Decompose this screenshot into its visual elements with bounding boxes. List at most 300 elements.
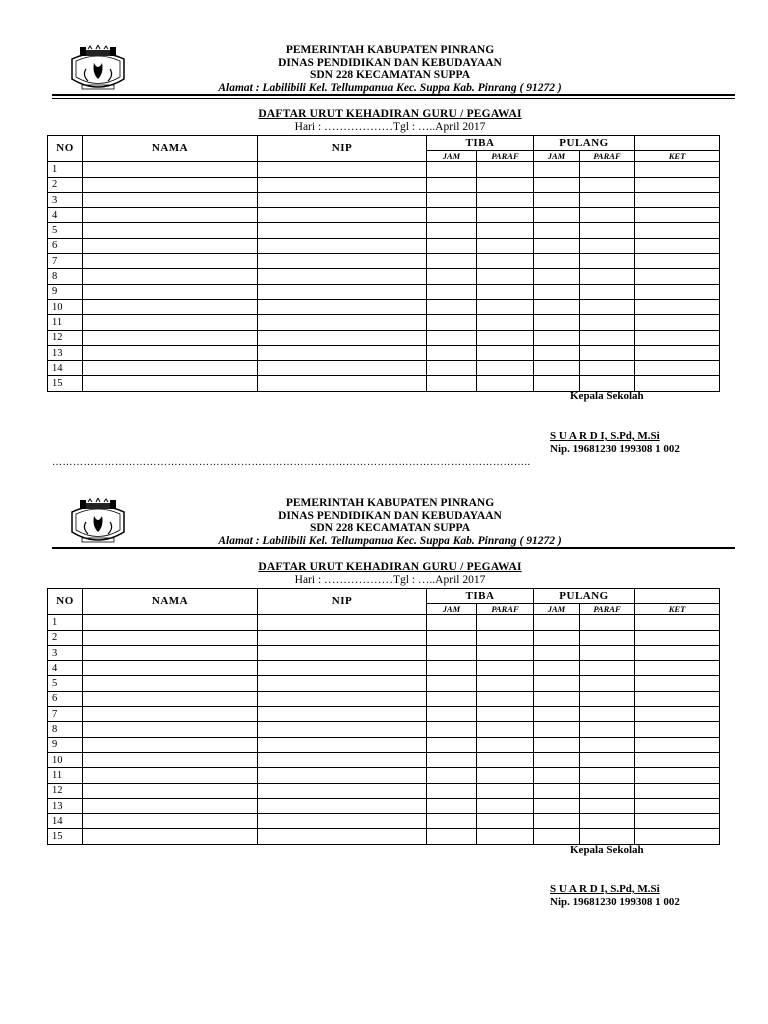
ket-cell (635, 676, 720, 691)
tiba-paraf-cell (477, 630, 534, 645)
pulang-paraf-cell (580, 284, 635, 299)
table-row (48, 330, 720, 345)
table-row (48, 238, 720, 253)
signature-name: S U A R D I, S.Pd, M.Si (550, 430, 660, 442)
table-row (48, 177, 720, 192)
letterhead-school: SDN 228 KECAMATAN SUPPA (309, 522, 471, 534)
ket-cell (635, 829, 720, 844)
table-row (48, 645, 720, 660)
date-line: Hari : ………………Tgl : …..April 2017 (294, 121, 486, 133)
pulang-paraf-cell (580, 752, 635, 767)
pulang-jam-cell (534, 208, 580, 223)
tiba-jam-cell (427, 768, 477, 783)
tiba-paraf-cell (477, 284, 534, 299)
table-row (48, 254, 720, 269)
signature-nip: Nip. 19681230 199308 1 002 (550, 896, 680, 908)
row-number: 13 (48, 345, 83, 360)
row-number: 5 (48, 676, 83, 691)
table-row (48, 752, 720, 767)
table-row (48, 630, 720, 645)
tiba-paraf-cell (477, 361, 534, 376)
letterhead-rule (52, 547, 735, 549)
ket-cell (635, 192, 720, 207)
pulang-paraf-cell (580, 330, 635, 345)
attendance-rows (48, 615, 720, 844)
ket-cell (635, 783, 720, 798)
ket-cell (635, 691, 720, 706)
cut-separator: ……………………………………………………………………………………………………………………….. (52, 457, 531, 468)
tiba-jam-cell (427, 315, 477, 330)
ket-cell (635, 345, 720, 360)
letterhead-rule (52, 94, 735, 96)
pulang-jam-cell (534, 676, 580, 691)
ket-cell (635, 330, 720, 345)
tiba-paraf-cell (477, 661, 534, 676)
pulang-jam-cell (534, 737, 580, 752)
ket-cell (635, 707, 720, 722)
row-number: 4 (48, 661, 83, 676)
nip-cell (258, 269, 427, 284)
nama-cell (83, 707, 258, 722)
nip-cell (258, 722, 427, 737)
ket-cell (635, 798, 720, 813)
form-title: DAFTAR URUT KEHADIRAN GURU / PEGAWAI (258, 108, 522, 120)
table-row (48, 661, 720, 676)
nama-cell (83, 192, 258, 207)
tiba-paraf-cell (477, 177, 534, 192)
pulang-paraf-cell (580, 829, 635, 844)
col-ket-header-top (635, 136, 720, 151)
tiba-jam-cell (427, 345, 477, 360)
nama-cell (83, 177, 258, 192)
pulang-jam-cell (534, 707, 580, 722)
col-ket-header: KET (635, 604, 720, 615)
nama-cell (83, 284, 258, 299)
table-row (48, 162, 720, 177)
nama-cell (83, 269, 258, 284)
pulang-jam-header: JAM (534, 151, 580, 162)
pulang-jam-cell (534, 177, 580, 192)
tiba-jam-cell (427, 752, 477, 767)
nama-cell (83, 768, 258, 783)
tiba-paraf-cell (477, 269, 534, 284)
pulang-paraf-cell (580, 376, 635, 391)
row-number: 2 (48, 177, 83, 192)
tiba-paraf-cell (477, 345, 534, 360)
nip-cell (258, 630, 427, 645)
letterhead-government: PEMERINTAH KABUPATEN PINRANG (285, 44, 495, 56)
pulang-paraf-header: PARAF (580, 604, 635, 615)
ket-cell (635, 269, 720, 284)
pulang-paraf-cell (580, 661, 635, 676)
row-number: 14 (48, 361, 83, 376)
tiba-jam-cell (427, 615, 477, 630)
nip-cell (258, 223, 427, 238)
tiba-jam-cell (427, 645, 477, 660)
pulang-paraf-cell (580, 254, 635, 269)
table-row (48, 315, 720, 330)
pulang-paraf-cell (580, 676, 635, 691)
table-row (48, 615, 720, 630)
pulang-jam-cell (534, 238, 580, 253)
pulang-paraf-cell (580, 269, 635, 284)
nama-cell (83, 254, 258, 269)
ket-cell (635, 254, 720, 269)
pulang-jam-cell (534, 630, 580, 645)
nama-cell (83, 661, 258, 676)
tiba-paraf-cell (477, 192, 534, 207)
table-row (48, 798, 720, 813)
pulang-jam-cell (534, 661, 580, 676)
row-number: 1 (48, 615, 83, 630)
letterhead-school: SDN 228 KECAMATAN SUPPA (309, 69, 471, 81)
table-row (48, 707, 720, 722)
pulang-paraf-cell (580, 192, 635, 207)
nip-cell (258, 177, 427, 192)
letterhead-department: DINAS PENDIDIKAN DAN KEBUDAYAAN (278, 509, 502, 522)
tiba-paraf-cell (477, 330, 534, 345)
tiba-paraf-header: PARAF (477, 151, 534, 162)
tiba-paraf-cell (477, 376, 534, 391)
nama-cell (83, 208, 258, 223)
tiba-paraf-cell (477, 315, 534, 330)
letterhead-government: PEMERINTAH KABUPATEN PINRANG (285, 497, 495, 509)
nama-cell (83, 238, 258, 253)
tiba-paraf-cell (477, 783, 534, 798)
pulang-jam-cell (534, 345, 580, 360)
tiba-jam-cell (427, 238, 477, 253)
table-row (48, 768, 720, 783)
row-number: 8 (48, 269, 83, 284)
row-number: 11 (48, 315, 83, 330)
pulang-paraf-cell (580, 361, 635, 376)
row-number: 10 (48, 299, 83, 314)
table-row (48, 676, 720, 691)
signature-name: S U A R D I, S.Pd, M.Si (550, 883, 660, 895)
row-number: 3 (48, 645, 83, 660)
tiba-jam-cell (427, 269, 477, 284)
pulang-jam-cell (534, 269, 580, 284)
nama-cell (83, 676, 258, 691)
row-number: 15 (48, 376, 83, 391)
nip-cell (258, 676, 427, 691)
nip-cell (258, 315, 427, 330)
ket-cell (635, 630, 720, 645)
pulang-jam-cell (534, 315, 580, 330)
pulang-paraf-cell (580, 177, 635, 192)
ket-cell (635, 299, 720, 314)
col-ket-header-top (635, 589, 720, 604)
tiba-jam-cell (427, 630, 477, 645)
row-number: 13 (48, 798, 83, 813)
row-number: 14 (48, 814, 83, 829)
nama-cell (83, 737, 258, 752)
nama-cell (83, 645, 258, 660)
ket-cell (635, 284, 720, 299)
pulang-paraf-cell (580, 645, 635, 660)
pulang-jam-cell (534, 615, 580, 630)
attendance-rows (48, 162, 720, 391)
pulang-paraf-cell (580, 798, 635, 813)
ket-cell (635, 661, 720, 676)
row-number: 3 (48, 192, 83, 207)
row-number: 6 (48, 691, 83, 706)
ket-cell (635, 722, 720, 737)
tiba-paraf-cell (477, 162, 534, 177)
pulang-jam-cell (534, 814, 580, 829)
nama-cell (83, 630, 258, 645)
pulang-paraf-cell (580, 615, 635, 630)
row-number: 6 (48, 238, 83, 253)
tiba-jam-cell (427, 254, 477, 269)
nama-cell (83, 829, 258, 844)
nip-cell (258, 752, 427, 767)
tiba-jam-header: JAM (427, 604, 477, 615)
tiba-paraf-cell (477, 814, 534, 829)
nip-cell (258, 814, 427, 829)
nama-cell (83, 223, 258, 238)
ket-cell (635, 814, 720, 829)
tiba-jam-cell (427, 162, 477, 177)
tiba-paraf-cell (477, 768, 534, 783)
letterhead-address: Alamat : Labilibili Kel. Tellumpanua Kec. Suppa Kab. Pinrang ( 91272 ) (218, 81, 562, 94)
tiba-jam-cell (427, 737, 477, 752)
tiba-jam-cell (427, 192, 477, 207)
nip-cell (258, 376, 427, 391)
tiba-jam-cell (427, 722, 477, 737)
regency-crest-logo (68, 45, 128, 95)
tiba-paraf-cell (477, 645, 534, 660)
row-number: 10 (48, 752, 83, 767)
nama-cell (83, 722, 258, 737)
nip-cell (258, 238, 427, 253)
table-row (48, 829, 720, 844)
nama-cell (83, 299, 258, 314)
col-nama-header: NAMA (83, 589, 258, 615)
pulang-jam-cell (534, 783, 580, 798)
pulang-paraf-cell (580, 707, 635, 722)
ket-cell (635, 645, 720, 660)
nip-cell (258, 208, 427, 223)
letterhead (130, 44, 650, 94)
row-number: 9 (48, 284, 83, 299)
pulang-paraf-header: PARAF (580, 151, 635, 162)
tiba-jam-cell (427, 177, 477, 192)
tiba-paraf-cell (477, 798, 534, 813)
tiba-jam-cell (427, 661, 477, 676)
tiba-paraf-cell (477, 707, 534, 722)
pulang-jam-cell (534, 768, 580, 783)
row-number: 9 (48, 737, 83, 752)
col-nip-header: NIP (258, 589, 427, 615)
ket-cell (635, 162, 720, 177)
form-title: DAFTAR URUT KEHADIRAN GURU / PEGAWAI (258, 561, 522, 573)
pulang-paraf-cell (580, 737, 635, 752)
nama-cell (83, 345, 258, 360)
col-no-header: NO (48, 589, 83, 615)
col-tiba-header: TIBA (427, 136, 534, 151)
tiba-paraf-cell (477, 208, 534, 223)
nip-cell (258, 192, 427, 207)
ket-cell (635, 315, 720, 330)
date-line: Hari : ………………Tgl : …..April 2017 (294, 574, 486, 586)
row-number: 2 (48, 630, 83, 645)
nip-cell (258, 783, 427, 798)
nip-cell (258, 299, 427, 314)
table-row (48, 269, 720, 284)
letterhead-department: DINAS PENDIDIKAN DAN KEBUDAYAAN (278, 56, 502, 69)
tiba-paraf-cell (477, 752, 534, 767)
col-pulang-header: PULANG (534, 136, 635, 151)
nip-cell (258, 798, 427, 813)
nama-cell (83, 783, 258, 798)
ket-cell (635, 737, 720, 752)
pulang-jam-cell (534, 645, 580, 660)
nama-cell (83, 330, 258, 345)
signature-role: Kepala Sekolah (570, 844, 644, 856)
tiba-paraf-cell (477, 223, 534, 238)
nama-cell (83, 315, 258, 330)
row-number: 11 (48, 768, 83, 783)
tiba-paraf-header: PARAF (477, 604, 534, 615)
tiba-paraf-cell (477, 254, 534, 269)
tiba-jam-cell (427, 829, 477, 844)
attendance-table (47, 135, 720, 392)
row-number: 15 (48, 829, 83, 844)
ket-cell (635, 208, 720, 223)
table-row (48, 691, 720, 706)
col-pulang-header: PULANG (534, 589, 635, 604)
tiba-jam-cell (427, 208, 477, 223)
nip-cell (258, 162, 427, 177)
table-row (48, 299, 720, 314)
pulang-jam-cell (534, 798, 580, 813)
nip-cell (258, 284, 427, 299)
row-number: 12 (48, 783, 83, 798)
ket-cell (635, 752, 720, 767)
tiba-paraf-cell (477, 737, 534, 752)
ket-cell (635, 615, 720, 630)
ket-cell (635, 177, 720, 192)
pulang-jam-cell (534, 284, 580, 299)
tiba-jam-cell (427, 676, 477, 691)
pulang-paraf-cell (580, 691, 635, 706)
row-number: 7 (48, 707, 83, 722)
table-row (48, 376, 720, 391)
regency-crest-logo (68, 498, 128, 548)
nip-cell (258, 737, 427, 752)
pulang-paraf-cell (580, 722, 635, 737)
ket-cell (635, 768, 720, 783)
table-row (48, 361, 720, 376)
row-number: 8 (48, 722, 83, 737)
col-no-header: NO (48, 136, 83, 162)
nip-cell (258, 645, 427, 660)
letterhead (130, 497, 650, 547)
pulang-jam-cell (534, 752, 580, 767)
pulang-jam-cell (534, 722, 580, 737)
tiba-jam-cell (427, 299, 477, 314)
tiba-jam-cell (427, 783, 477, 798)
col-tiba-header: TIBA (427, 589, 534, 604)
nama-cell (83, 376, 258, 391)
nama-cell (83, 798, 258, 813)
letterhead-rule-thin (52, 98, 735, 99)
col-ket-header: KET (635, 151, 720, 162)
nip-cell (258, 661, 427, 676)
tiba-jam-cell (427, 707, 477, 722)
table-row (48, 814, 720, 829)
tiba-paraf-cell (477, 238, 534, 253)
table-row (48, 783, 720, 798)
nip-cell (258, 707, 427, 722)
nip-cell (258, 615, 427, 630)
table-row (48, 284, 720, 299)
pulang-jam-cell (534, 829, 580, 844)
nama-cell (83, 162, 258, 177)
pulang-paraf-cell (580, 238, 635, 253)
nip-cell (258, 691, 427, 706)
nip-cell (258, 829, 427, 844)
pulang-jam-cell (534, 361, 580, 376)
tiba-jam-cell (427, 814, 477, 829)
nama-cell (83, 814, 258, 829)
signature-nip: Nip. 19681230 199308 1 002 (550, 443, 680, 455)
pulang-jam-header: JAM (534, 604, 580, 615)
ket-cell (635, 223, 720, 238)
nama-cell (83, 691, 258, 706)
row-number: 7 (48, 254, 83, 269)
table-row (48, 192, 720, 207)
attendance-table (47, 588, 720, 845)
row-number: 4 (48, 208, 83, 223)
nip-cell (258, 345, 427, 360)
nip-cell (258, 361, 427, 376)
tiba-jam-cell (427, 376, 477, 391)
tiba-jam-header: JAM (427, 151, 477, 162)
ket-cell (635, 361, 720, 376)
tiba-paraf-cell (477, 676, 534, 691)
letterhead-address: Alamat : Labilibili Kel. Tellumpanua Kec. Suppa Kab. Pinrang ( 91272 ) (218, 534, 562, 547)
tiba-jam-cell (427, 361, 477, 376)
ket-cell (635, 376, 720, 391)
pulang-paraf-cell (580, 315, 635, 330)
row-number: 1 (48, 162, 83, 177)
pulang-jam-cell (534, 162, 580, 177)
tiba-jam-cell (427, 691, 477, 706)
tiba-paraf-cell (477, 299, 534, 314)
table-row (48, 737, 720, 752)
pulang-paraf-cell (580, 223, 635, 238)
table-row (48, 722, 720, 737)
pulang-jam-cell (534, 299, 580, 314)
pulang-paraf-cell (580, 208, 635, 223)
pulang-jam-cell (534, 330, 580, 345)
tiba-paraf-cell (477, 722, 534, 737)
pulang-paraf-cell (580, 783, 635, 798)
tiba-paraf-cell (477, 691, 534, 706)
col-nip-header: NIP (258, 136, 427, 162)
signature-role: Kepala Sekolah (570, 390, 644, 402)
table-row (48, 208, 720, 223)
pulang-jam-cell (534, 223, 580, 238)
pulang-paraf-cell (580, 768, 635, 783)
tiba-jam-cell (427, 223, 477, 238)
table-row (48, 345, 720, 360)
tiba-jam-cell (427, 284, 477, 299)
pulang-paraf-cell (580, 814, 635, 829)
pulang-jam-cell (534, 254, 580, 269)
